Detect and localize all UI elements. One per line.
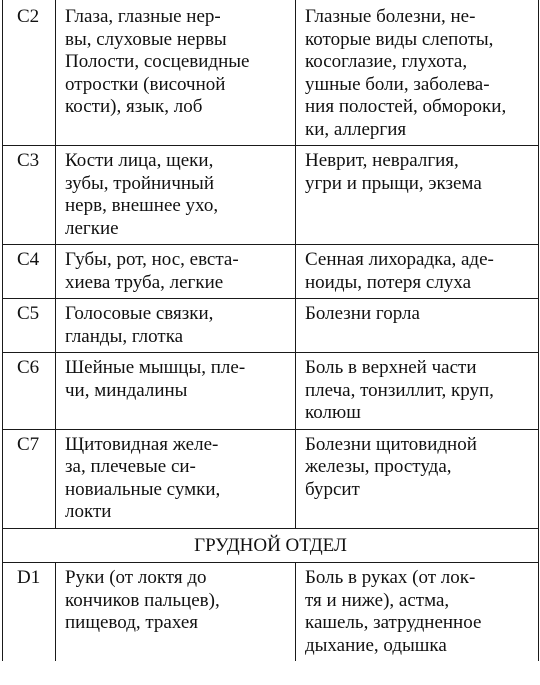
vertebra-code: C6 bbox=[3, 353, 56, 430]
table-row bbox=[3, 245, 539, 299]
vertebra-ailments-table bbox=[2, 0, 539, 661]
organs-cell: Кости лица, щеки, зубы, тройничный нерв, внешнее ухо, легкие bbox=[56, 146, 296, 245]
ailments-cell: Болезни горла bbox=[296, 299, 539, 353]
organs-cell: Губы, рот, нос, евста- хиева труба, легкие bbox=[56, 245, 296, 299]
table-row bbox=[3, 353, 539, 430]
organs-cell: Руки (от локтя до кончиков пальцев), пищевод, трахея bbox=[56, 563, 296, 662]
table-row bbox=[3, 146, 539, 245]
table-row bbox=[3, 563, 539, 662]
vertebra-code: C5 bbox=[3, 299, 56, 353]
vertebra-code: C7 bbox=[3, 429, 56, 528]
section-title: ГРУДНОЙ ОТДЕЛ bbox=[3, 528, 539, 563]
vertebra-code: C2 bbox=[3, 0, 56, 146]
table-row bbox=[3, 0, 539, 146]
vertebra-code: D1 bbox=[3, 563, 56, 662]
organs-cell: Щитовидная желе- за, плечевые си- новиальные сумки, локти bbox=[56, 429, 296, 528]
ailments-cell: Неврит, невралгия, угри и прыщи, экзема bbox=[296, 146, 539, 245]
ailments-cell: Болезни щитовидной железы, простуда, бурсит bbox=[296, 429, 539, 528]
organs-cell: Шейные мышцы, пле- чи, миндалины bbox=[56, 353, 296, 430]
organs-cell: Голосовые связки, гланды, глотка bbox=[56, 299, 296, 353]
ailments-cell: Сенная лихорадка, аде- ноиды, потеря слуха bbox=[296, 245, 539, 299]
table-row bbox=[3, 299, 539, 353]
ailments-cell: Боль в верхней части плеча, тонзиллит, круп, колюш bbox=[296, 353, 539, 430]
vertebra-code: C3 bbox=[3, 146, 56, 245]
ailments-cell: Боль в руках (от лок- тя и ниже), астма, кашель, затрудненное дыхание, одышка bbox=[296, 563, 539, 662]
section-header-row bbox=[3, 528, 539, 563]
vertebra-code: C4 bbox=[3, 245, 56, 299]
organs-cell: Глаза, глазные нер- вы, слуховые нервы Полости, сосцевидные отростки (височной кости), язык, лоб bbox=[56, 0, 296, 146]
table-row bbox=[3, 429, 539, 528]
ailments-cell: Глазные болезни, не- которые виды слепоты, косоглазие, глухота, ушные боли, заболева- ния полостей, обмороки, ки, аллергия bbox=[296, 0, 539, 146]
